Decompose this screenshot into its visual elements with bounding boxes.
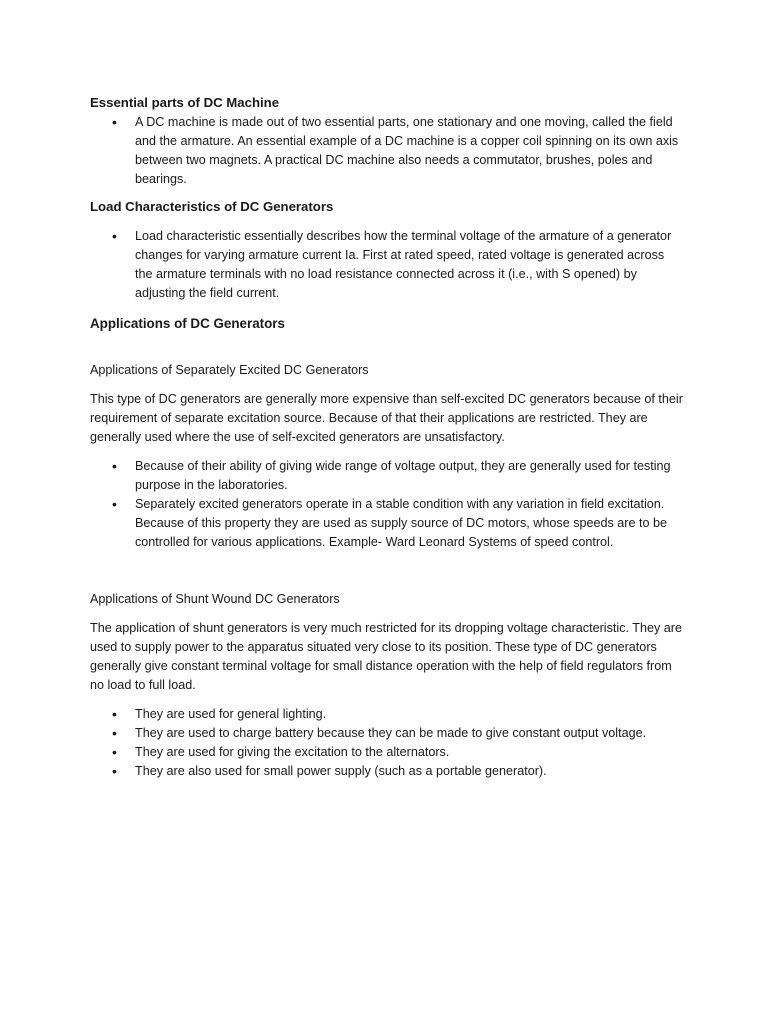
- list-item: • They are also used for small power supply (such as a portable generator).: [90, 762, 685, 781]
- list-item: • A DC machine is made out of two essential parts, one stationary and one moving, called the field and the armature. An essential example of a DC machine is a copper coil spinning on its own axis between two magnets. A practical DC machine also needs a commutator, brushes, poles and bearings.: [90, 113, 685, 189]
- heading-separately-excited: Applications of Separately Excited DC Generators: [90, 363, 369, 377]
- paragraph-separately-excited: This type of DC generators are generally more expensive than self-excited DC generators because of their requirement of separate excitation source. Because of that their applications are restricted. They are generally used where the use of self-excited generators are unsatisfactory.: [90, 392, 683, 444]
- heading-applications: Applications of DC Generators: [90, 316, 285, 331]
- list-item: • They are used to charge battery because they can be made to give constant output voltage.: [90, 724, 685, 743]
- paragraph-shunt-wound: The application of shunt generators is very much restricted for its dropping voltage characteristic. They are used to supply power to the apparatus situated very close to its position. These type of DC generators generally give constant terminal voltage for small distance operation with the help of field regulators from no load to full load.: [90, 621, 682, 692]
- list-item: • Because of their ability of giving wide range of voltage output, they are generally used for testing purpose in the laboratories.: [90, 457, 685, 495]
- shunt-bullet-list: [90, 705, 685, 781]
- separately-bullet-list: [90, 457, 685, 552]
- heading-load-characteristics: Load Characteristics of DC Generators: [90, 199, 334, 214]
- list-item: • Load characteristic essentially describes how the terminal voltage of the armature of a generator changes for varying armature current Ia. First at rated speed, rated voltage is generated across the armature terminals with no load resistance connected across it (i.e., with S opened) by adjusting the field current.: [90, 227, 685, 303]
- document-page: [90, 94, 685, 781]
- heading-essential-parts: Essential parts of DC Machine: [90, 95, 280, 110]
- list-item: • They are used for general lighting.: [90, 705, 685, 724]
- load-bullet-list: [90, 227, 685, 303]
- essential-bullet-list: [90, 113, 685, 189]
- list-item: • They are used for giving the excitation to the alternators.: [90, 743, 685, 762]
- heading-shunt-wound: Applications of Shunt Wound DC Generators: [90, 592, 340, 606]
- list-item: • Separately excited generators operate in a stable condition with any variation in field excitation. Because of this property they are used as supply source of DC motors, whose speeds are to be controlled for various applications. Example- Ward Leonard Systems of speed control.: [90, 495, 685, 552]
